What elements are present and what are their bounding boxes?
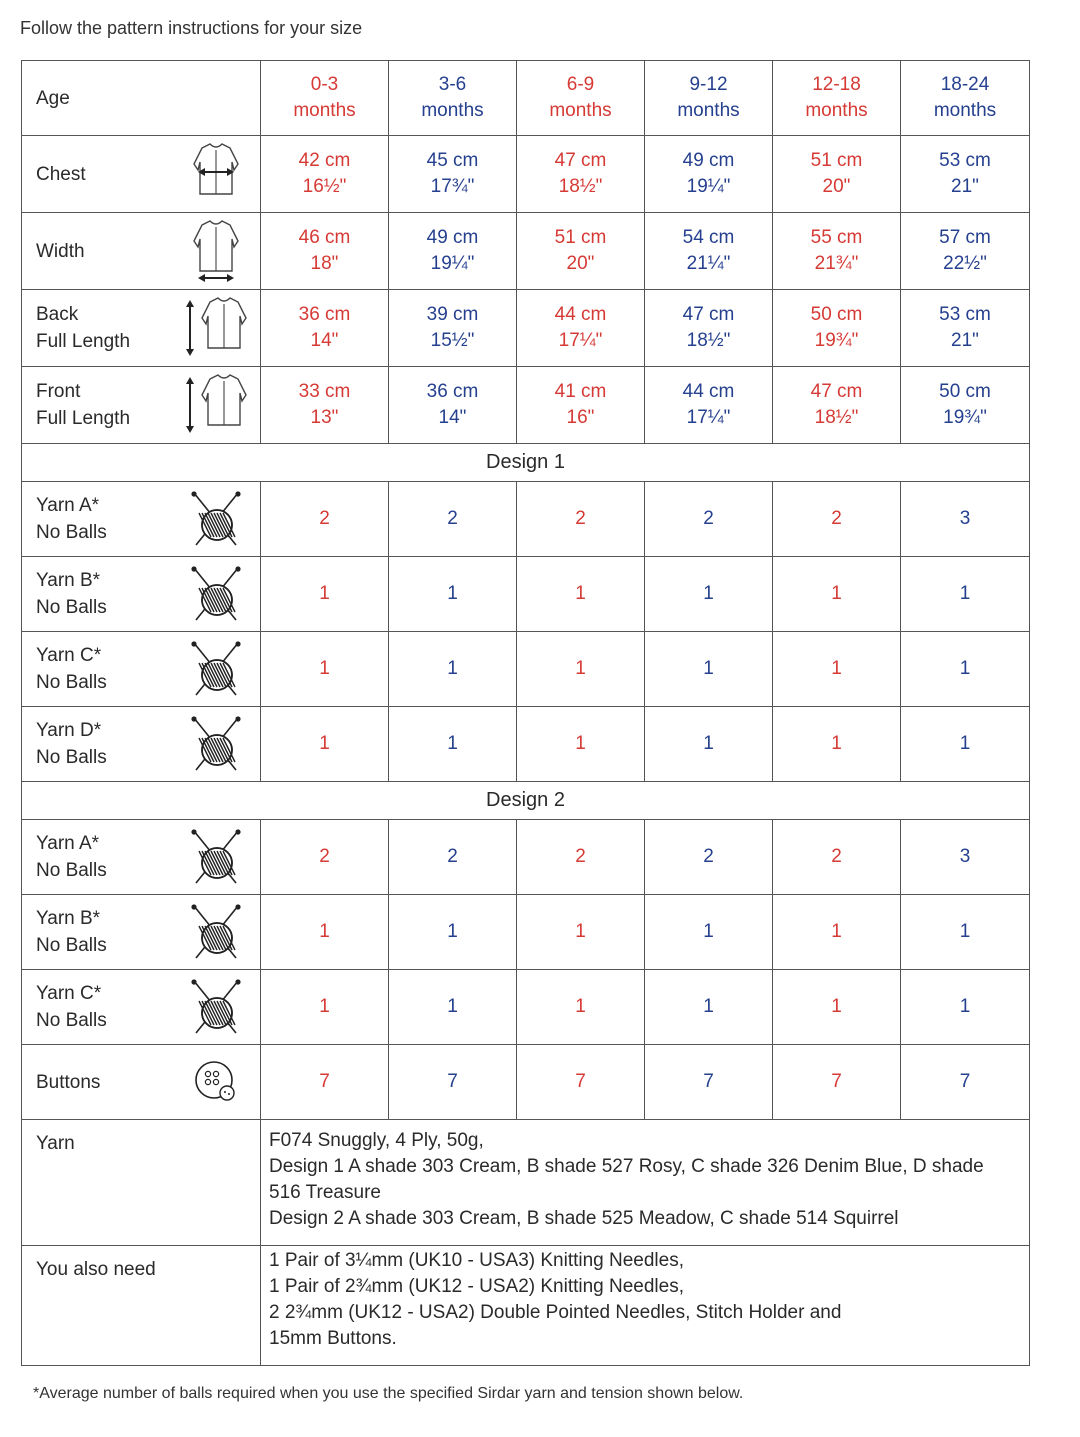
footnote: *Average number of balls required when you use the specified Sirdar yarn and tension shown below.	[33, 1385, 744, 1402]
value-primary: 33 cm	[298, 381, 351, 402]
value-primary: 1	[831, 921, 842, 942]
size-value-cell	[773, 1045, 901, 1120]
row-sublabel: Full Length	[36, 331, 131, 352]
row-sublabel: No Balls	[36, 1010, 107, 1031]
value-secondary: 16½"	[302, 176, 347, 197]
value-primary: 7	[319, 1071, 330, 1092]
value-secondary: 21"	[951, 176, 979, 197]
value-primary: 49 cm	[426, 227, 479, 248]
yarn-row	[22, 557, 1030, 632]
value-primary: 3-6	[438, 74, 467, 95]
also-need-row	[22, 1246, 1030, 1366]
size-value-cell	[517, 820, 645, 895]
value-secondary: months	[421, 100, 484, 121]
value-primary: 41 cm	[554, 381, 607, 402]
value-secondary: 17¼"	[686, 407, 731, 428]
row-label: Yarn C*	[36, 645, 102, 666]
size-value-cell	[773, 482, 901, 557]
size-value-cell	[261, 970, 389, 1045]
value-primary: 1	[831, 733, 842, 754]
size-value-cell	[645, 213, 773, 290]
value-secondary: 18"	[310, 253, 339, 274]
size-value-cell	[645, 367, 773, 444]
row-sublabel: No Balls	[36, 672, 107, 693]
value-secondary: 18½"	[814, 407, 859, 428]
cardigan-chest-icon	[172, 142, 261, 206]
yarn-info-line: F074 Snuggly, 4 Ply, 50g,	[269, 1130, 484, 1151]
value-secondary: 14"	[310, 330, 339, 351]
value-primary: 50 cm	[939, 381, 991, 402]
value-primary: 36 cm	[426, 381, 479, 402]
intro-text: Follow the pattern instructions for your size	[20, 18, 363, 38]
buttons-label	[22, 1045, 172, 1120]
age-label	[22, 61, 172, 136]
value-primary: 1	[319, 996, 330, 1017]
size-value-cell	[389, 482, 517, 557]
value-secondary: 18½"	[686, 330, 731, 351]
measurement-label	[22, 367, 172, 444]
size-value-cell	[773, 820, 901, 895]
value-secondary: 14"	[438, 407, 467, 428]
value-secondary: months	[293, 100, 356, 121]
value-secondary: 21¼"	[686, 253, 731, 274]
value-primary: 50 cm	[810, 304, 863, 325]
size-value-cell	[517, 367, 645, 444]
yarn-info-line: Design 1 A shade 303 Cream, B shade 527 Rosy, C shade 326 Denim Blue, D shade	[269, 1156, 984, 1177]
value-primary: 55 cm	[810, 227, 863, 248]
value-primary: 1	[447, 921, 458, 942]
value-primary: 1	[575, 658, 586, 679]
size-value-cell	[261, 482, 389, 557]
yarn-info-line: Design 2 A shade 303 Cream, B shade 525 Meadow, C shade 514 Squirrel	[269, 1208, 899, 1229]
yarn-info-line: 516 Treasure	[269, 1182, 381, 1203]
size-value-cell	[261, 213, 389, 290]
row-sublabel: No Balls	[36, 597, 107, 618]
design-header-row	[22, 444, 1030, 482]
size-value-cell	[389, 136, 517, 213]
size-value-cell	[517, 970, 645, 1045]
row-sublabel: Full Length	[36, 408, 131, 429]
yarn-ball-icon	[172, 641, 261, 697]
value-primary: 1	[831, 658, 842, 679]
value-primary: 51 cm	[554, 227, 607, 248]
size-value-cell	[389, 1045, 517, 1120]
row-label: Back	[36, 304, 79, 325]
design-title-text: Design 1	[486, 451, 565, 473]
size-value-cell	[773, 136, 901, 213]
size-value-cell	[901, 61, 1030, 136]
value-primary: 1	[831, 996, 842, 1017]
row-sublabel: No Balls	[36, 522, 107, 543]
value-primary: 7	[959, 1071, 971, 1092]
size-value-cell	[517, 1045, 645, 1120]
size-value-cell	[901, 820, 1030, 895]
size-value-cell	[645, 820, 773, 895]
value-primary: 3	[959, 508, 971, 529]
size-value-cell	[517, 136, 645, 213]
value-primary: 3	[959, 846, 971, 867]
value-primary: 53 cm	[939, 304, 991, 325]
design-title	[22, 782, 1030, 820]
size-value-cell	[901, 136, 1030, 213]
value-primary: 1	[575, 583, 586, 604]
size-value-cell	[389, 632, 517, 707]
value-primary: 1	[959, 583, 971, 604]
value-primary: 47 cm	[554, 150, 607, 171]
size-value-cell	[901, 707, 1030, 782]
size-value-cell	[517, 707, 645, 782]
value-primary: 9-12	[689, 74, 728, 95]
size-value-cell	[517, 632, 645, 707]
size-value-cell	[261, 632, 389, 707]
yarn-label	[22, 707, 172, 782]
yarn-ball-icon	[172, 716, 261, 772]
value-primary: 1	[959, 996, 971, 1017]
value-secondary: 13"	[310, 407, 339, 428]
value-primary: 47 cm	[810, 381, 863, 402]
yarn-row	[22, 970, 1030, 1045]
size-value-cell	[645, 632, 773, 707]
design-title-text: Design 2	[486, 789, 565, 811]
value-secondary: 16"	[566, 407, 595, 428]
value-primary: 51 cm	[810, 150, 863, 171]
value-primary: 2	[319, 508, 330, 529]
yarn-label	[22, 820, 172, 895]
value-primary: 1	[319, 733, 330, 754]
button-icon	[172, 1058, 261, 1106]
size-value-cell	[517, 557, 645, 632]
value-primary: 2	[447, 846, 458, 867]
size-value-cell	[389, 557, 517, 632]
row-sublabel: No Balls	[36, 860, 107, 881]
measurement-label	[22, 213, 172, 290]
value-secondary: 15½"	[430, 330, 475, 351]
yarn-label	[22, 632, 172, 707]
size-value-cell	[389, 895, 517, 970]
value-primary: 47 cm	[682, 304, 735, 325]
row-label: Chest	[36, 163, 86, 185]
size-value-cell	[389, 820, 517, 895]
row-label: Width	[36, 240, 85, 262]
buttons-row	[22, 1045, 1030, 1120]
value-primary: 53 cm	[939, 150, 991, 171]
value-primary: 1	[959, 658, 971, 679]
value-secondary: 18½"	[558, 176, 603, 197]
value-secondary: months	[933, 100, 997, 121]
cardigan-front-length-icon	[172, 373, 261, 437]
value-primary: 1	[703, 733, 714, 754]
value-primary: 1	[447, 583, 458, 604]
size-value-cell	[773, 557, 901, 632]
also-need-line: 1 Pair of 3¼mm (UK10 - USA3) Knitting Needles,	[269, 1250, 685, 1271]
value-secondary: 19¼"	[430, 253, 475, 274]
value-primary: 1	[575, 996, 586, 1017]
yarn-row	[22, 707, 1030, 782]
measurement-row	[22, 213, 1030, 290]
size-value-cell	[645, 970, 773, 1045]
also-need-line: 15mm Buttons.	[269, 1328, 397, 1349]
value-primary: 1	[319, 658, 330, 679]
size-value-cell	[645, 61, 773, 136]
yarn-info-row	[22, 1120, 1030, 1246]
yarn-label-text: Yarn	[36, 1133, 75, 1154]
size-value-cell	[261, 290, 389, 367]
value-primary: 6-9	[566, 74, 595, 95]
size-value-cell	[517, 290, 645, 367]
value-primary: 1	[575, 921, 586, 942]
size-value-cell	[773, 61, 901, 136]
size-value-cell	[773, 970, 901, 1045]
value-secondary: 19¾"	[943, 407, 987, 428]
value-secondary: months	[677, 100, 740, 121]
yarn-row	[22, 895, 1030, 970]
size-value-cell	[773, 367, 901, 444]
also-need-line: 1 Pair of 2¾mm (UK12 - USA2) Knitting Needles,	[269, 1276, 685, 1297]
value-primary: 1	[447, 658, 458, 679]
value-secondary: 21"	[951, 330, 979, 351]
size-value-cell	[389, 970, 517, 1045]
value-primary: 1	[703, 921, 714, 942]
value-primary: 2	[703, 508, 714, 529]
value-primary: 44 cm	[682, 381, 735, 402]
value-primary: 1	[703, 583, 714, 604]
value-primary: 2	[447, 508, 458, 529]
value-primary: 54 cm	[682, 227, 735, 248]
value-primary: 39 cm	[426, 304, 479, 325]
size-value-cell	[773, 895, 901, 970]
measurement-label	[22, 136, 172, 213]
size-value-cell	[901, 1045, 1030, 1120]
value-primary: 1	[959, 921, 971, 942]
yarn-row	[22, 820, 1030, 895]
value-secondary: 19¼"	[686, 176, 731, 197]
yarn-row	[22, 482, 1030, 557]
size-value-cell	[901, 632, 1030, 707]
design-title	[22, 444, 1030, 482]
also-need-line: 2 2¾mm (UK12 - USA2) Double Pointed Needles, Stitch Holder and	[269, 1302, 842, 1323]
value-primary: 7	[447, 1071, 458, 1092]
value-primary: 1	[319, 583, 330, 604]
also-need-label	[22, 1246, 261, 1366]
value-primary: 1	[319, 921, 330, 942]
value-primary: 49 cm	[682, 150, 735, 171]
size-value-cell	[517, 61, 645, 136]
row-label: Yarn A*	[36, 495, 100, 516]
value-primary: 2	[575, 846, 586, 867]
size-value-cell	[773, 632, 901, 707]
size-value-cell	[901, 557, 1030, 632]
value-primary: 1	[703, 996, 714, 1017]
value-primary: 46 cm	[298, 227, 351, 248]
value-secondary: 20"	[822, 176, 851, 197]
value-secondary: months	[805, 100, 868, 121]
value-primary: 7	[703, 1071, 714, 1092]
value-primary: 1	[959, 733, 971, 754]
size-value-cell	[389, 213, 517, 290]
value-primary: 2	[703, 846, 714, 867]
measurement-row	[22, 290, 1030, 367]
row-label: Yarn B*	[36, 570, 101, 591]
measurement-label	[22, 290, 172, 367]
value-secondary: 17¾"	[430, 176, 475, 197]
value-primary: 2	[831, 846, 842, 867]
size-value-cell	[261, 367, 389, 444]
yarn-ball-icon	[172, 904, 261, 960]
value-secondary: 19¾"	[814, 330, 859, 351]
size-value-cell	[389, 290, 517, 367]
value-primary: 2	[319, 846, 330, 867]
size-value-cell	[261, 707, 389, 782]
design-header-row	[22, 782, 1030, 820]
row-label: Front	[36, 381, 81, 402]
value-secondary: 20"	[566, 253, 595, 274]
row-label: Age	[36, 87, 70, 109]
value-secondary: 17¼"	[558, 330, 603, 351]
size-value-cell	[517, 895, 645, 970]
row-sublabel: No Balls	[36, 747, 107, 768]
size-value-cell	[261, 895, 389, 970]
yarn-ball-icon	[172, 979, 261, 1035]
also-need-text	[261, 1246, 1030, 1366]
row-label: Buttons	[36, 1071, 101, 1093]
value-primary: 7	[831, 1071, 842, 1092]
size-value-cell	[389, 367, 517, 444]
value-primary: 1	[703, 658, 714, 679]
size-value-cell	[773, 290, 901, 367]
yarn-ball-icon	[172, 829, 261, 885]
row-sublabel: No Balls	[36, 935, 107, 956]
size-value-cell	[389, 61, 517, 136]
size-value-cell	[261, 820, 389, 895]
measurement-row	[22, 367, 1030, 444]
yarn-label	[22, 482, 172, 557]
size-value-cell	[645, 1045, 773, 1120]
value-primary: 45 cm	[426, 150, 479, 171]
size-value-cell	[901, 970, 1030, 1045]
row-label: Yarn C*	[36, 983, 102, 1004]
value-primary: 36 cm	[298, 304, 351, 325]
value-secondary: 22½"	[943, 253, 987, 274]
value-primary: 1	[831, 583, 842, 604]
yarn-ball-icon	[172, 491, 261, 547]
value-primary: 57 cm	[939, 227, 991, 248]
value-primary: 1	[447, 733, 458, 754]
size-value-cell	[261, 1045, 389, 1120]
row-label: Yarn D*	[36, 720, 102, 741]
size-value-cell	[645, 557, 773, 632]
measurement-row	[22, 136, 1030, 213]
size-value-cell	[901, 213, 1030, 290]
yarn-label	[22, 970, 172, 1045]
value-primary: 18-24	[940, 74, 990, 95]
size-value-cell	[773, 213, 901, 290]
value-primary: 1	[575, 733, 586, 754]
size-value-cell	[517, 213, 645, 290]
size-value-cell	[645, 136, 773, 213]
size-value-cell	[773, 707, 901, 782]
value-primary: 12-18	[812, 74, 861, 95]
row-label: Yarn A*	[36, 833, 100, 854]
yarn-info-label	[22, 1120, 261, 1246]
size-value-cell	[645, 482, 773, 557]
size-table	[21, 60, 1030, 1366]
value-primary: 42 cm	[298, 150, 351, 171]
cardigan-back-length-icon	[172, 296, 261, 360]
size-value-cell	[261, 136, 389, 213]
value-primary: 0-3	[310, 74, 339, 95]
size-value-cell	[901, 290, 1030, 367]
yarn-label	[22, 895, 172, 970]
value-primary: 2	[575, 508, 586, 529]
size-value-cell	[517, 482, 645, 557]
cardigan-width-icon	[172, 219, 261, 283]
row-label: Yarn B*	[36, 908, 101, 929]
yarn-info-text	[261, 1120, 1030, 1246]
size-value-cell	[645, 895, 773, 970]
size-value-cell	[261, 61, 389, 136]
value-primary: 2	[831, 508, 842, 529]
yarn-row	[22, 632, 1030, 707]
value-primary: 44 cm	[554, 304, 607, 325]
value-secondary: 21¾"	[814, 253, 859, 274]
age-row	[22, 61, 1030, 136]
size-value-cell	[389, 707, 517, 782]
size-value-cell	[901, 895, 1030, 970]
size-value-cell	[645, 290, 773, 367]
yarn-ball-icon	[172, 566, 261, 622]
size-value-cell	[901, 367, 1030, 444]
also-need-label-text: You also need	[36, 1259, 156, 1280]
size-value-cell	[901, 482, 1030, 557]
value-secondary: months	[549, 100, 612, 121]
size-value-cell	[645, 707, 773, 782]
value-primary: 7	[575, 1071, 586, 1092]
size-value-cell	[261, 557, 389, 632]
yarn-label	[22, 557, 172, 632]
value-primary: 1	[447, 996, 458, 1017]
